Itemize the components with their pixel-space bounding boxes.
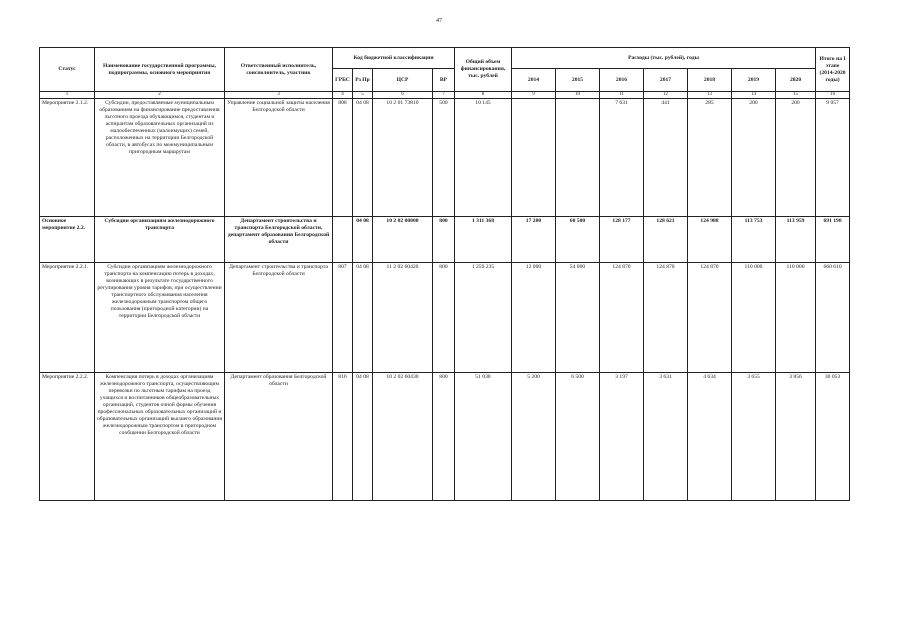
table-row	[40, 373, 850, 501]
row-grbs: 808	[333, 99, 353, 217]
row-year-2019: 3 655	[732, 373, 776, 501]
row-rzpr: 04 08	[353, 373, 373, 501]
row-rzpr: 04 08	[353, 263, 373, 373]
column-number: 16	[816, 92, 850, 99]
row-grbs: 816	[333, 373, 353, 501]
column-number: 2	[95, 92, 225, 99]
page-number: 47	[436, 18, 442, 24]
column-number: 11	[600, 92, 644, 99]
header-year: 2019	[732, 69, 776, 92]
header-csr: ЦСР	[373, 69, 433, 92]
row-year-2019: 200	[732, 99, 776, 217]
row-csr: 10 2 02 00000	[373, 217, 433, 263]
header-year: 2016	[600, 69, 644, 92]
row-year-2017: 124 870	[644, 263, 688, 373]
row-responsible: Управление социальной защиты населения Белгородской области	[225, 99, 333, 217]
column-number: 10	[556, 92, 600, 99]
row-year-2017: 128 621	[644, 217, 688, 263]
column-number: 1	[40, 92, 95, 99]
row-responsible: Департамент образования Белгородской области	[225, 373, 333, 501]
row-vr: 500	[433, 99, 455, 217]
row-year-2017: 3 631	[644, 373, 688, 501]
header-year: 2020	[776, 69, 816, 92]
row-total: 1 311 368	[455, 217, 512, 263]
row-year-2014: 17 200	[512, 217, 556, 263]
row-year-2015: 54 000	[556, 263, 600, 373]
table-row	[40, 217, 850, 263]
row-year-2018: 4 634	[688, 373, 732, 501]
row-year-2016: 128 177	[600, 217, 644, 263]
row-year-2014: 5 200	[512, 373, 556, 501]
row-rzpr: 04 08	[353, 217, 373, 263]
row-name: Компенсация потерь в доходах организациям железнодорожного транспорта, осуществляющим перевозки по льготным тарифам на проезд учащихся и воспитанников общеобразовательных организаций, студентов очной формы обучения профессиональных образовательных организаций и образовательных организаций высшего образования железнодорожным транспортом в пригородном сообщении Белгородской области	[95, 373, 225, 501]
column-number: 9	[512, 92, 556, 99]
row-year-2014	[512, 99, 556, 217]
header-year: 2015	[556, 69, 600, 92]
column-number: 7	[433, 92, 455, 99]
row-year-2015: 6 500	[556, 373, 600, 501]
row-year-2018: 285	[688, 99, 732, 217]
header-status: Статус	[40, 48, 95, 92]
row-year-2015: 60 500	[556, 217, 600, 263]
row-stage-total: 691 198	[816, 217, 850, 263]
row-rzpr: 04 08	[353, 99, 373, 217]
row-total: 1 259 235	[455, 263, 512, 373]
row-stage-total: 30 053	[816, 373, 850, 501]
header-total-volume: Общий объем финансирования, тыс. рублей	[455, 48, 512, 92]
header-grbs: ГРБС	[333, 69, 353, 92]
row-status: Мероприятие 2.2.2.	[40, 373, 95, 501]
header-vr: ВР	[433, 69, 455, 92]
column-number: 6	[373, 92, 433, 99]
row-year-2016: 124 870	[600, 263, 644, 373]
row-year-2018: 124 870	[688, 263, 732, 373]
row-year-2019: 110 000	[732, 263, 776, 373]
row-grbs	[333, 217, 353, 263]
header-expenses: Расходы (тыс. рублей), годы	[512, 48, 816, 69]
row-stage-total: 9 057	[816, 99, 850, 217]
column-number-row	[40, 92, 850, 99]
header-budget-code: Код бюджетной классификации	[333, 48, 455, 69]
row-year-2017: 441	[644, 99, 688, 217]
row-grbs: 807	[333, 263, 353, 373]
row-responsible: Департамент строительства и транспорта Белгородской области	[225, 263, 333, 373]
header-rzpr: Рз Пр	[353, 69, 373, 92]
header-year: 2017	[644, 69, 688, 92]
row-year-2016: 7 631	[600, 99, 644, 217]
table-row	[40, 99, 850, 217]
row-year-2020: 113 959	[776, 217, 816, 263]
row-vr: 800	[433, 263, 455, 373]
row-vr: 800	[433, 373, 455, 501]
row-vr: 800	[433, 217, 455, 263]
row-csr: 11 2 02 60420	[373, 263, 433, 373]
row-total: 51 038	[455, 373, 512, 501]
header-responsible: Ответственный исполнитель, соисполнитель, участник	[225, 48, 333, 92]
row-name: Субсидии организациям железнодорожного транспорта на компенсацию потерь в доходах, возникающих в результате государственного регулирования уровня тарифов, при осуществлении транспортного обслуживания населения железнодорожным транспортом общего пользования (пригородной категории) на территории Белгородской области	[95, 263, 225, 373]
column-number: 3	[225, 92, 333, 99]
row-year-2015	[556, 99, 600, 217]
column-number: 15	[776, 92, 816, 99]
row-name: Субсидии организациям железнодорожного транспорта	[95, 217, 225, 263]
row-year-2020: 200	[776, 99, 816, 217]
header-year: 2018	[688, 69, 732, 92]
row-status: Мероприятие 2.2.1.	[40, 263, 95, 373]
column-number: 8	[455, 92, 512, 99]
row-stage-total: 660 610	[816, 263, 850, 373]
row-year-2018: 124 988	[688, 217, 732, 263]
budget-table	[39, 47, 850, 501]
row-status: Основное мероприятие 2.2.	[40, 217, 95, 263]
row-total: 10 145	[455, 99, 512, 217]
header-year: 2014	[512, 69, 556, 92]
row-responsible: Департамент строительства и транспорта Белгородской области, департамент образования Белгородской области	[225, 217, 333, 263]
row-year-2019: 113 753	[732, 217, 776, 263]
row-year-2020: 3 856	[776, 373, 816, 501]
row-name: Субсидии, предоставляемые муниципальным образованиям на финансирование предоставления льготного проезда обучающимся, студентам и аспирантам образовательных организаций из малообеспеченных (малоимущих) семей, расположенных на территории Белгородской области, в автобусах по межмуниципальным пригородным маршрутам	[95, 99, 225, 217]
row-csr: 10 2 01 73810	[373, 99, 433, 217]
row-status: Мероприятие 2.1.2.	[40, 99, 95, 217]
column-number: 14	[732, 92, 776, 99]
column-number: 4	[333, 92, 353, 99]
column-number: 5	[353, 92, 373, 99]
row-year-2016: 3 197	[600, 373, 644, 501]
row-year-2014: 12 000	[512, 263, 556, 373]
header-program: Наименование государственной программы, подпрограммы, основного мероприятия	[95, 48, 225, 92]
column-number: 12	[644, 92, 688, 99]
table-row	[40, 263, 850, 373]
header-stage-total: Итого на I этапе (2014-2020 годы)	[816, 48, 850, 92]
row-csr: 10 2 02 60430	[373, 373, 433, 501]
row-year-2020: 110 000	[776, 263, 816, 373]
column-number: 13	[688, 92, 732, 99]
